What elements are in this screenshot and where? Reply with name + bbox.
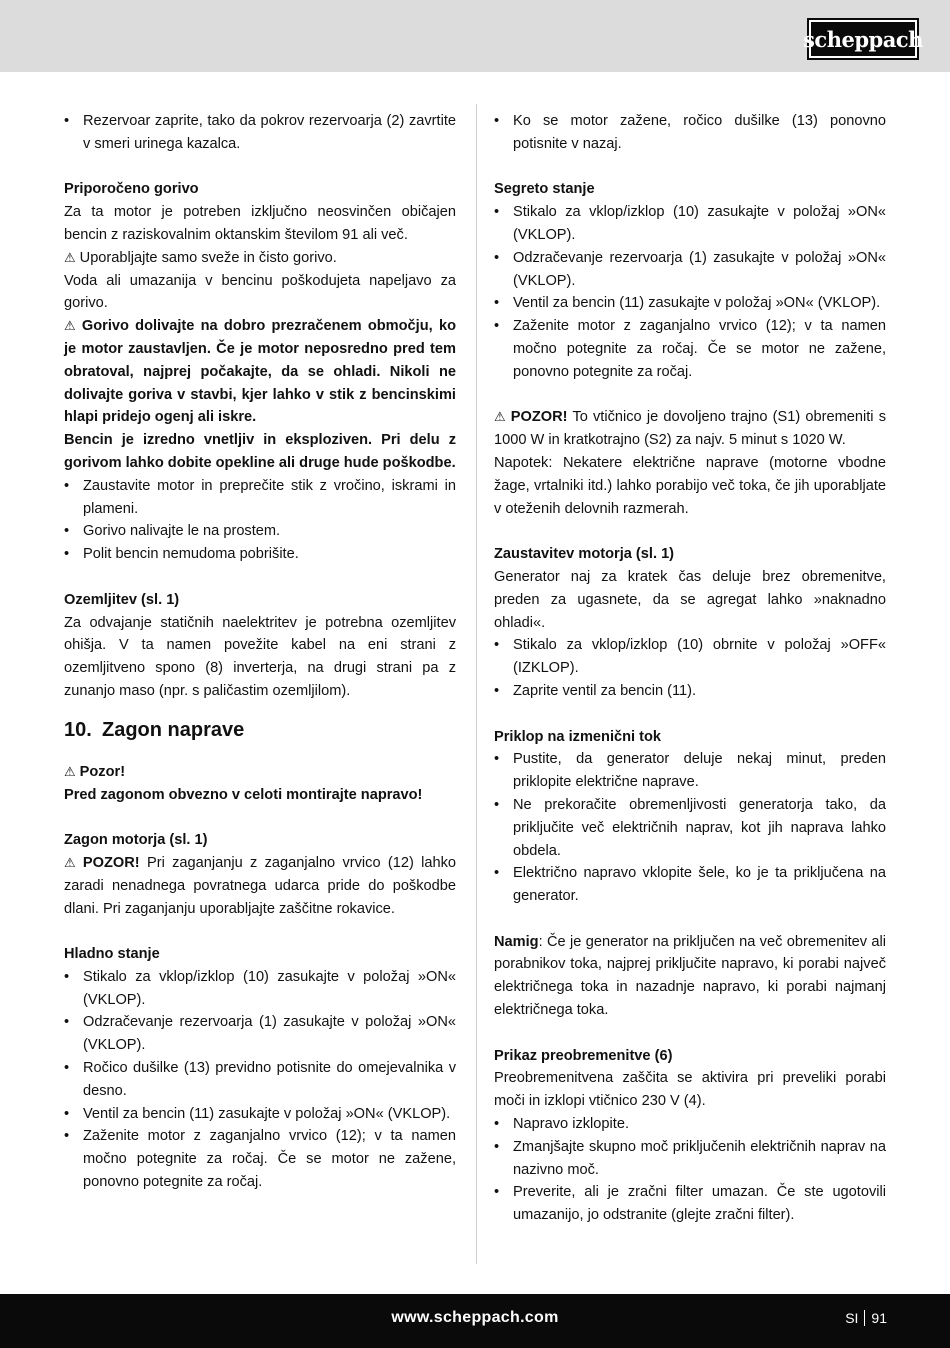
brand-logo: scheppach (807, 18, 919, 60)
overload-heading: Prikaz preobremenitve (6) (494, 1047, 673, 1064)
socket-warning-label: POZOR! (510, 409, 568, 426)
list-item: • Stikalo za vklop/izklop (10) zasukajte v položaj »ON« (VKLOP). (64, 966, 456, 1012)
header-bar (0, 0, 950, 72)
warning-triangle-icon: ⚠ (64, 249, 76, 265)
warm-bullets (494, 201, 886, 383)
list-item: • Zmanjšajte skupno moč priključenih električnih naprav na nazivno moč. (494, 1136, 886, 1182)
tip-paragraph (494, 931, 886, 1022)
warning-triangle-icon: ⚠ (64, 854, 79, 870)
warning-triangle-icon: ⚠ (64, 763, 76, 779)
tank-close-list (64, 110, 456, 156)
fuel-water-text: Voda ali umazanija v bencinu poškodujeta napeljavo za gorivo. (64, 272, 456, 312)
page-indicator (845, 1310, 887, 1326)
stop-text: Generator naj za kratek čas deluje brez obremenitve, preden za ugasnete, da se agregat lahko »naknadno ohladi«. (494, 568, 886, 631)
list-item: • Pustite, da generator deluje nekaj minut, preden priklopite električne naprave. (494, 748, 886, 794)
grounding-text: Za odvajanje statičnih naelektritev je potrebna ozemljitev ohišja. V ta namen povežite kabel na eni strani z ozemljitveno spono (8) inverterja, na drugi strani pa z zunanjo maso (npr. s paličastim ozemljilom). (64, 614, 456, 699)
start-heading: Zagon motorja (sl. 1) (64, 832, 208, 849)
section-number: 10. (64, 718, 92, 741)
grounding-heading: Ozemljitev (sl. 1) (64, 591, 180, 608)
list-item: • Polit bencin nemudoma pobrišite. (64, 543, 456, 566)
list-item: • Rezervoar zaprite, tako da pokrov rezervoarja (2) zavrtite v smeri urinega kazalca. (64, 110, 456, 156)
fuel-text: Za ta motor je potreben izključno neosvinčen običajen bencin z raziskovalnim oktanskim številom 91 ali več. (64, 204, 456, 243)
start-warning (64, 852, 456, 920)
list-item: • Odzračevanje rezervoarja (1) zasukajte v položaj »ON« (VKLOP). (64, 1011, 456, 1057)
caution-text: Pred zagonom obvezno v celoti montirajte napravo! (64, 786, 423, 803)
footer-bar (0, 1294, 950, 1348)
start-warning-label: POZOR! (82, 854, 140, 871)
overload-text: Preobremenitvena zaščita se aktivira pri preveliki porabi moči in izklopi vtičnico 230 V (4). (494, 1070, 886, 1110)
left-column (64, 110, 456, 1194)
fuel-bullets (64, 475, 456, 566)
right-column (494, 110, 886, 1227)
socket-warning (494, 406, 886, 452)
fuel-safety-text: Gorivo dolivajte na dobro prezračenem območju, ko je motor zaustavljen. Če je motor neposredno pred tem obratoval, najprej počakajte, da se ohladi. Nikoli ne dolivajte goriva v stavbi, kjer lahko v stik z bencinskimi hlapi pridejo ogenj ali iskre. (64, 318, 456, 426)
list-item: • Stikalo za vklop/izklop (10) zasukajte v položaj »ON« (VKLOP). (494, 201, 886, 247)
stop-bullets (494, 634, 886, 702)
list-item: • Gorivo nalivajte le na prostem. (64, 520, 456, 543)
caution-label-text: Pozor! (79, 763, 126, 780)
list-item: • Ventil za bencin (11) zasukajte v položaj »ON« (VKLOP). (64, 1103, 456, 1126)
list-item: • Stikalo za vklop/izklop (10) obrnite v položaj »OFF« (IZKLOP). (494, 634, 886, 680)
stop-heading: Zaustavitev motorja (sl. 1) (494, 546, 675, 563)
fuel-flammable-text: Bencin je izredno vnetljiv in eksploziven. Pri delu z gorivom lahko dobite opekline ali druge hude poškodbe. (64, 432, 456, 471)
list-item: • Preverite, ali je zračni filter umazan. Če ste ugotovili umazanijo, jo odstranite (glejte zračni filter). (494, 1181, 886, 1227)
list-item: • Zaustavite motor in preprečite stik z vročino, iskrami in plameni. (64, 475, 456, 521)
fuel-safety-bold (64, 315, 456, 429)
list-item: • Napravo izklopite. (494, 1113, 886, 1136)
website-link[interactable]: www.scheppach.com (391, 1309, 559, 1326)
caution-label (64, 761, 456, 784)
list-item: • Ko se motor zažene, ročico dušilke (13) ponovno potisnite v nazaj. (494, 110, 886, 156)
note-text: Napotek: Nekatere električne naprave (motorne vbodne žage, vrtalniki itd.) lahko porabijo več toka, če jih uporabljate v oteženih delovnih razmerah. (494, 454, 886, 517)
ac-bullets (494, 748, 886, 908)
section-title (64, 717, 456, 743)
choke-back-list (494, 110, 886, 156)
list-item: • Ne prekoračite obremenljivosti generatorja tako, da priključite več električnih naprav, kot jih naprava lahko obdela. (494, 794, 886, 862)
fuel-warning-text: Uporabljajte samo sveže in čisto gorivo. (79, 249, 337, 266)
list-item: • Zaprite ventil za bencin (11). (494, 680, 886, 703)
page-number: 91 (871, 1310, 887, 1326)
fuel-warning (64, 247, 456, 270)
cold-bullets (64, 966, 456, 1194)
list-item: • Električno napravo vklopite šele, ko je ta priključena na generator. (494, 862, 886, 908)
fuel-heading: Priporočeno gorivo (64, 181, 199, 198)
list-item: • Zaženite motor z zaganjalno vrvico (12); v ta namen močno potegnite za ročaj. Če se motor ne zažene, ponovno potegnite za ročaj. (494, 315, 886, 383)
warning-triangle-icon: ⚠ (64, 318, 78, 334)
start-warning-text: Pri zaganjanju z zaganjalno vrvico (12) lahko zaradi nenadnega povratnega udarca pride do poškodbe dlani. Pri zaganjanju uporabljajte zaščitne rokavice. (64, 854, 457, 917)
ac-heading: Priklop na izmenični tok (494, 728, 662, 745)
tip-text: : Če je generator na priključen na več obremenitev ali porabnikov toka, najprej priključite napravo, ki porabi največ električnega toka in nazadnje napravo, ki porabi najmanj električnega toka. (494, 933, 886, 1019)
language-code: SI (845, 1310, 859, 1326)
socket-warning-text: To vtičnico je dovoljeno trajno (S1) obremeniti s 1000 W in kratkotrajno (S2) za najv. 5 minut s 1020 W. (494, 409, 886, 449)
cold-heading: Hladno stanje (64, 946, 160, 963)
tip-label: Namig (494, 933, 539, 950)
separator (864, 1310, 865, 1326)
overload-bullets (494, 1113, 886, 1227)
column-divider (476, 104, 477, 1264)
list-item: • Zaženite motor z zaganjalno vrvico (12); v ta namen močno potegnite za ročaj. Če se motor ne zažene, ponovno potegnite za ročaj. (64, 1125, 456, 1193)
list-item: • Ročico dušilke (13) previdno potisnite do omejevalnika v desno. (64, 1057, 456, 1103)
warm-heading: Segreto stanje (494, 181, 595, 198)
section-title-text: Zagon naprave (102, 718, 245, 741)
list-item: • Ventil za bencin (11) zasukajte v položaj »ON« (VKLOP). (494, 292, 886, 315)
list-item: • Odzračevanje rezervoarja (1) zasukajte v položaj »ON« (VKLOP). (494, 247, 886, 293)
warning-triangle-icon: ⚠ (494, 409, 507, 425)
